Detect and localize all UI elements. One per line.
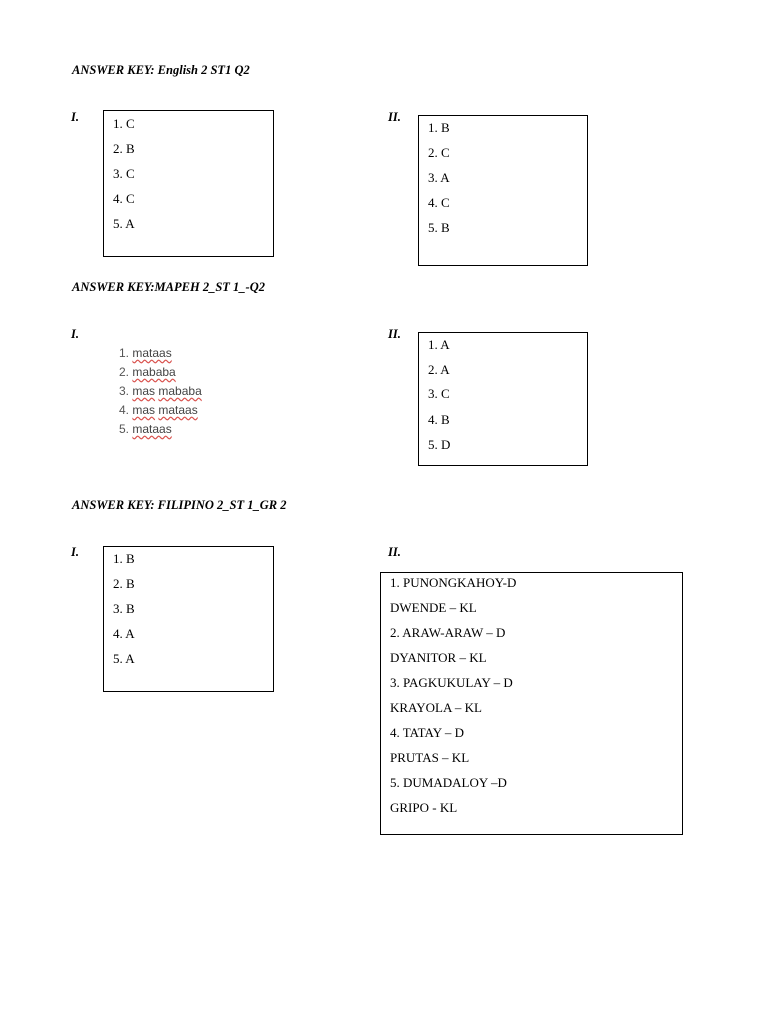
answer-word: mas bbox=[132, 384, 156, 398]
answer-word: mababa bbox=[158, 384, 202, 398]
answer-line: 5. A bbox=[113, 651, 135, 666]
answer-word: mataas bbox=[158, 403, 198, 417]
mapeh-part2-box bbox=[418, 332, 588, 466]
answer-word: mas bbox=[132, 403, 156, 417]
answer-line: 1. PUNONGKAHOY-D bbox=[390, 575, 517, 590]
answer-line: 4. C bbox=[428, 195, 450, 210]
answer-line: 4. C bbox=[113, 191, 135, 206]
answer-line: 5. B bbox=[428, 220, 450, 235]
answer-line: 1. B bbox=[113, 551, 135, 566]
answer-number: 2. bbox=[119, 365, 130, 379]
handwritten-answer bbox=[119, 403, 198, 417]
mapeh-part2-label: II. bbox=[388, 327, 401, 341]
answer-word: mataas bbox=[132, 346, 172, 360]
answer-word: mababa bbox=[132, 365, 176, 379]
english-part1-box bbox=[103, 110, 274, 257]
answer-line: 5. D bbox=[428, 437, 451, 452]
answer-number: 1. bbox=[119, 346, 130, 360]
answer-line: 1. A bbox=[428, 337, 450, 352]
filipino-part2-box bbox=[380, 572, 683, 835]
answer-line: 5. DUMADALOY –D bbox=[390, 775, 507, 790]
answer-number: 4. bbox=[119, 403, 130, 417]
handwritten-answer bbox=[119, 365, 176, 379]
english-part2-box bbox=[418, 115, 588, 266]
answer-line: 2. B bbox=[113, 141, 135, 156]
answer-line: 3. A bbox=[428, 170, 450, 185]
mapeh-part1-label: I. bbox=[71, 327, 79, 341]
english-part2-label: II. bbox=[388, 110, 401, 124]
answer-line: 2. ARAW-ARAW – D bbox=[390, 625, 506, 640]
answer-line: DYANITOR – KL bbox=[390, 650, 487, 665]
handwritten-answer bbox=[119, 384, 202, 398]
answer-line: 1. C bbox=[113, 116, 135, 131]
filipino-part1-label: I. bbox=[71, 545, 79, 559]
answer-line: 4. B bbox=[428, 412, 450, 427]
answer-line: 4. TATAY – D bbox=[390, 725, 465, 740]
answer-line: 5. A bbox=[113, 216, 135, 231]
answer-line: PRUTAS – KL bbox=[390, 750, 470, 765]
answer-line: 2. B bbox=[113, 576, 135, 591]
mapeh-heading: ANSWER KEY:MAPEH 2_ST 1_-Q2 bbox=[72, 280, 265, 294]
handwritten-answer bbox=[119, 422, 172, 436]
filipino-part2-label: II. bbox=[388, 545, 401, 559]
answer-line: 3. B bbox=[113, 601, 135, 616]
mapeh-part1-image bbox=[117, 344, 223, 450]
filipino-heading: ANSWER KEY: FILIPINO 2_ST 1_GR 2 bbox=[72, 498, 287, 512]
answer-line: 2. A bbox=[428, 362, 450, 377]
answer-line: 1. B bbox=[428, 120, 450, 135]
answer-line: DWENDE – KL bbox=[390, 600, 477, 615]
answer-line: 2. C bbox=[428, 145, 450, 160]
filipino-part1-box bbox=[103, 546, 274, 692]
answer-line: KRAYOLA – KL bbox=[390, 700, 482, 715]
answer-number: 5. bbox=[119, 422, 130, 436]
answer-number: 3. bbox=[119, 384, 130, 398]
answer-line: GRIPO - KL bbox=[390, 800, 458, 815]
answer-line: 3. C bbox=[113, 166, 135, 181]
answer-line: 3. PAGKUKULAY – D bbox=[390, 675, 513, 690]
answer-word: mataas bbox=[132, 422, 172, 436]
english-part1-label: I. bbox=[71, 110, 79, 124]
handwritten-answer bbox=[119, 346, 172, 360]
answer-line: 4. A bbox=[113, 626, 135, 641]
english-heading: ANSWER KEY: English 2 ST1 Q2 bbox=[72, 63, 250, 77]
answer-line: 3. C bbox=[428, 386, 450, 401]
